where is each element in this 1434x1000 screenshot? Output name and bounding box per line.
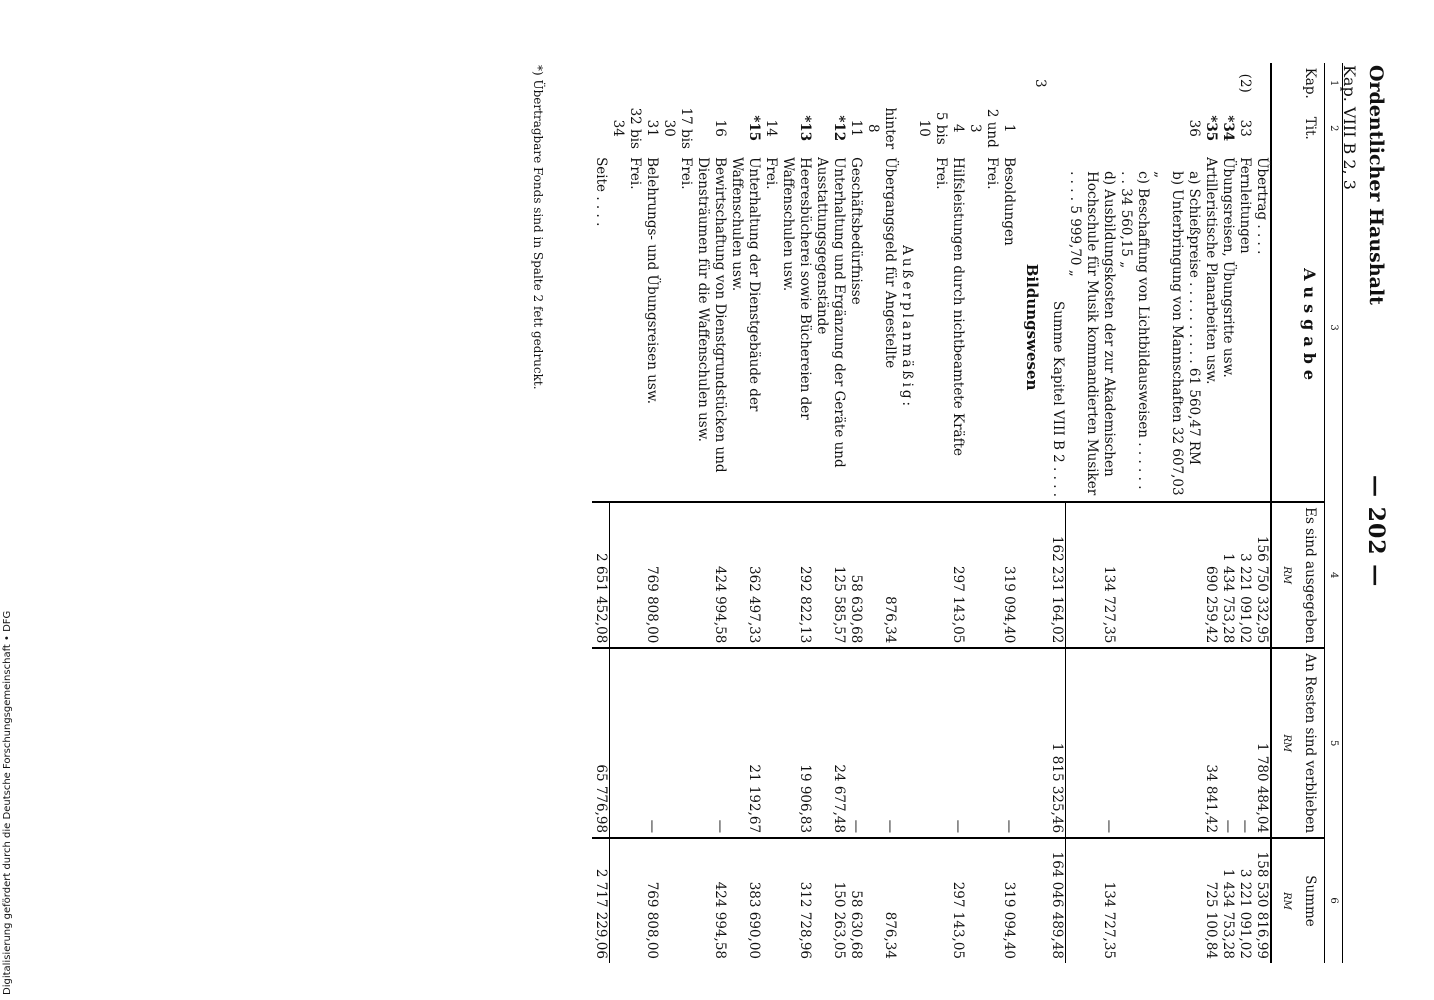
ausgegeben-cell: 424 994,58	[695, 502, 729, 648]
ausgegeben-cell: 134 727,35	[1066, 502, 1117, 648]
reste-cell	[1185, 648, 1202, 838]
description-cell: Unterhaltung und Ergänzung der Geräte und Ausstattungsgegenstände	[814, 157, 848, 468]
column-header-row	[1271, 63, 1325, 963]
description-cell: Artilleristische Planarbeiten usw.	[1203, 157, 1219, 385]
description-cell: b) Unterbringung von Mannschaften 32 607,03 „	[1152, 171, 1185, 496]
header-reste: An Resten sind verblieben RM	[1271, 648, 1325, 838]
tit-cell	[1049, 103, 1067, 153]
summe-cell: 297 143,05	[950, 838, 967, 963]
kap-cell	[865, 63, 899, 103]
kap-cell	[1185, 63, 1202, 103]
tit-cell: hinter 8	[865, 107, 899, 150]
table-row	[899, 63, 916, 963]
description-cell: Frei.	[763, 157, 780, 190]
summe-cell	[610, 838, 644, 963]
reste-cell: 34 841,42	[1202, 648, 1219, 838]
table-row	[780, 63, 814, 963]
kap-cell	[814, 63, 848, 103]
ausgegeben-cell	[661, 502, 695, 648]
ausgegeben-cell	[1117, 502, 1151, 648]
description-cell: Bildungswesen	[1023, 263, 1042, 391]
ausgegeben-cell	[967, 502, 1001, 648]
ausgegeben-cell: 297 143,05	[950, 502, 967, 648]
table-row	[967, 63, 1001, 963]
footnote: *) Übertragbare Fonds sind in Spalte 2 fett gedruckt.	[531, 65, 545, 390]
tit-cell	[592, 103, 610, 153]
kap-cell	[644, 63, 661, 103]
reste-cell: —	[848, 648, 865, 838]
tit-cell: 16	[712, 119, 729, 137]
tit-cell: 2 und 3	[967, 108, 1001, 148]
summe-cell: 1 434 753,28	[1219, 838, 1236, 963]
summe-cell	[763, 838, 780, 963]
tit-cell: 32 bis 34	[610, 107, 644, 149]
description-cell: Fernleitungen	[1237, 157, 1253, 254]
reste-cell: —	[695, 648, 729, 838]
summe-cell	[1185, 838, 1202, 963]
tit-cell: 4	[950, 123, 967, 133]
header-summe: Summe RM	[1271, 838, 1325, 963]
description-cell: Seite . . . .	[593, 157, 610, 227]
kap-cell	[950, 63, 967, 103]
reste-cell	[967, 648, 1001, 838]
tit-cell: 31	[644, 119, 661, 137]
description-cell: Besoldungen	[1001, 157, 1018, 246]
table-row	[848, 63, 865, 963]
ausgegeben-cell	[1018, 502, 1049, 648]
reste-cell: —	[1066, 648, 1117, 838]
ausgegeben-cell: 156 750 332,95	[1253, 502, 1271, 648]
kap-cell: (2)	[1237, 73, 1253, 93]
kap-cell	[780, 63, 814, 103]
table-row	[1049, 63, 1067, 963]
table-row	[695, 63, 729, 963]
ausgegeben-cell: 3 221 091,02	[1236, 502, 1253, 648]
ausgegeben-cell: 876,34	[865, 502, 899, 648]
description-cell: Außerplanmäßig:	[899, 245, 916, 410]
table-row	[1202, 63, 1219, 963]
description-cell: Geschäftsbedürfnisse	[848, 157, 865, 305]
table-row	[1117, 63, 1151, 963]
kap-cell	[763, 63, 780, 103]
reste-cell	[763, 648, 780, 838]
summe-cell: 58 630,68	[848, 838, 865, 963]
summe-cell: 3 221 091,02	[1236, 838, 1253, 963]
reste-cell	[661, 648, 695, 838]
table-row	[916, 63, 950, 963]
summe-cell: 312 728,96	[780, 838, 814, 963]
reste-cell: 21 192,67	[729, 648, 763, 838]
ausgegeben-cell	[916, 502, 950, 648]
ausgegeben-cell: 162 231 164,02	[1049, 502, 1067, 648]
header-kap: Kap.	[1271, 63, 1325, 103]
summe-cell: 725 100,84	[1202, 838, 1219, 963]
summe-cell: 424 994,58	[695, 838, 729, 963]
description-cell: c) Beschaffung von Lichtbildausweisen . . . . . . . . 34 560,15 „	[1118, 171, 1151, 490]
reste-cell: —	[1219, 648, 1236, 838]
tit-cell	[1018, 103, 1049, 153]
description-cell: Übertrag . . . .	[1254, 157, 1270, 255]
page-header-subtitle: Kap. VIII B 2, 3	[1340, 65, 1359, 190]
table-row	[1066, 63, 1117, 963]
description-cell: d) Ausbildungskosten der zur Akademischen Hochschule für Musik kommandierten Musiker . . . . 5 999,70 „	[1067, 171, 1117, 496]
header-ausgegeben: Es sind ausgegeben RM	[1271, 502, 1325, 648]
table-body	[592, 63, 1271, 963]
kap-cell	[729, 63, 763, 103]
summe-cell: 769 808,00	[644, 838, 661, 963]
description-cell: Frei.	[678, 157, 695, 190]
tit-cell: *13	[797, 115, 814, 142]
reste-cell	[1151, 648, 1185, 838]
ausgegeben-cell: 58 630,68	[848, 502, 865, 648]
summe-cell: 158 530 816,99	[1253, 838, 1271, 963]
kap-cell	[592, 63, 610, 103]
reste-cell: —	[1236, 648, 1253, 838]
summe-cell	[661, 838, 695, 963]
kap-cell	[1001, 63, 1018, 103]
column-number: 6	[1325, 838, 1343, 963]
ausgegeben-cell	[763, 502, 780, 648]
kap-cell	[848, 63, 865, 103]
summe-cell: 876,34	[865, 838, 899, 963]
description-cell: Hilfsleistungen durch nichtbeamtete Kräfte	[950, 157, 967, 457]
description-cell: Bewirtschaftung von Dienstgrundstücken und Diensträumen für die Waffenschulen usw.	[695, 157, 729, 473]
summe-cell: 150 263,05	[814, 838, 848, 963]
table-row	[1018, 63, 1049, 963]
reste-cell	[610, 648, 644, 838]
description-cell: Frei.	[984, 157, 1001, 190]
kap-cell	[1253, 63, 1271, 103]
table-row	[1236, 63, 1253, 963]
tit-cell	[1253, 103, 1271, 153]
kap-cell	[899, 63, 916, 103]
reste-cell: —	[644, 648, 661, 838]
tit-cell	[1151, 103, 1185, 153]
header-tit: Tit.	[1271, 103, 1325, 153]
description-cell: Summe Kapitel VIII B 2 . . . .	[1050, 300, 1066, 498]
tit-cell: *12	[831, 115, 848, 142]
table-row	[1219, 63, 1236, 963]
tit-cell: 33	[1237, 119, 1253, 137]
column-number: 3	[1325, 153, 1343, 502]
summe-cell	[916, 838, 950, 963]
kap-cell	[1151, 63, 1185, 103]
table-row	[610, 63, 644, 963]
ausgegeben-cell	[1185, 502, 1202, 648]
ausgegeben-cell: 362 497,33	[729, 502, 763, 648]
summe-cell	[1151, 838, 1185, 963]
table-row	[1151, 63, 1185, 963]
tit-cell: 5 bis 10	[916, 111, 950, 145]
ausgegeben-cell: 2 651 452,08	[592, 502, 610, 648]
kap-cell	[916, 63, 950, 103]
description-cell: Frei.	[933, 157, 950, 190]
tit-cell	[899, 103, 916, 153]
column-number: 5	[1325, 648, 1343, 838]
kap-cell	[1117, 63, 1151, 103]
table-row	[592, 63, 610, 963]
reste-cell	[1018, 648, 1049, 838]
ausgegeben-cell	[610, 502, 644, 648]
column-number: 1	[1325, 63, 1343, 103]
kap-cell	[695, 63, 729, 103]
kap-cell	[610, 63, 644, 103]
budget-table	[592, 63, 1343, 963]
kap-cell: 3	[1032, 78, 1049, 88]
tit-cell: *15	[746, 115, 763, 142]
table-row	[1001, 63, 1018, 963]
tit-cell	[1117, 103, 1151, 153]
reste-cell: —	[1001, 648, 1018, 838]
tit-cell: 1	[1001, 123, 1018, 133]
ausgegeben-cell: 1 434 753,28	[1219, 502, 1236, 648]
reste-cell: —	[865, 648, 899, 838]
header-ausgabe: Ausgabe	[1271, 153, 1325, 502]
ausgegeben-cell: 292 822,13	[780, 502, 814, 648]
column-number: 4	[1325, 502, 1343, 648]
kap-cell	[967, 63, 1001, 103]
ausgegeben-cell: 769 808,00	[644, 502, 661, 648]
tit-cell: 11	[848, 119, 865, 137]
summe-cell	[1117, 838, 1151, 963]
reste-cell	[899, 648, 916, 838]
tit-cell: 14	[763, 119, 780, 137]
kap-cell	[1049, 63, 1067, 103]
description-cell: Frei.	[627, 157, 644, 190]
table-row	[644, 63, 661, 963]
column-number-row	[1325, 63, 1343, 963]
table-row	[814, 63, 848, 963]
summe-cell	[967, 838, 1001, 963]
summe-cell: 2 717 229,06	[592, 838, 610, 963]
description-cell: Heeresbücherei sowie Büchereien der Waffenschulen usw.	[780, 157, 814, 420]
summe-cell: 319 094,40	[1001, 838, 1018, 963]
ausgegeben-cell	[1151, 502, 1185, 648]
table-row	[763, 63, 780, 963]
kap-cell	[1219, 63, 1236, 103]
reste-cell: 19 906,83	[780, 648, 814, 838]
page-header-title: Ordentlicher Haushalt	[1365, 65, 1387, 305]
summe-cell: 164 046 489,48	[1049, 838, 1067, 963]
table-row	[661, 63, 695, 963]
summe-cell	[1018, 838, 1049, 963]
table-row	[1253, 63, 1271, 963]
column-number: 2	[1325, 103, 1343, 153]
description-cell: a) Schießpreise . . . . . . . . . . 61 560,47 RM	[1186, 171, 1202, 465]
reste-cell	[1117, 648, 1151, 838]
kap-cell	[661, 63, 695, 103]
tit-cell: *34	[1220, 115, 1236, 142]
reste-cell: 24 677,48	[814, 648, 848, 838]
tit-cell: *35	[1203, 115, 1219, 142]
ausgegeben-cell: 319 094,40	[1001, 502, 1018, 648]
description-cell: Übungsreisen, Übungsritte usw.	[1220, 157, 1236, 378]
summe-cell: 383 690,00	[729, 838, 763, 963]
reste-cell: 1 780 484,04	[1253, 648, 1271, 838]
description-cell: Unterhaltung der Dienstgebäude der Waffenschulen usw.	[729, 157, 763, 412]
page-number: — 202 —	[1363, 475, 1389, 588]
table-row	[729, 63, 763, 963]
reste-cell: 65 776,98	[592, 648, 610, 838]
summe-cell: 134 727,35	[1066, 838, 1117, 963]
digitization-note: Digitalisierung gefördert durch die Deutsche Forschungsgemeinschaft • DFG	[2, 610, 13, 995]
summe-cell	[899, 838, 916, 963]
tit-cell	[1066, 103, 1117, 153]
kap-cell	[1066, 63, 1117, 103]
tit-cell: 17 bis 30	[661, 107, 695, 149]
reste-cell: —	[950, 648, 967, 838]
reste-cell: 1 815 325,46	[1049, 648, 1067, 838]
table-row	[1185, 63, 1202, 963]
description-cell: Übergangsgeld für Angestellte	[882, 157, 899, 369]
reste-cell	[916, 648, 950, 838]
rotated-page	[65, 55, 1395, 995]
ausgegeben-cell: 125 585,57	[814, 502, 848, 648]
kap-cell	[1202, 63, 1219, 103]
table-row	[865, 63, 899, 963]
tit-cell: 36	[1186, 119, 1202, 137]
ausgegeben-cell: 690 259,42	[1202, 502, 1219, 648]
description-cell: Belehrungs- und Übungsreisen usw.	[644, 157, 661, 405]
table-row	[950, 63, 967, 963]
ausgegeben-cell	[899, 502, 916, 648]
